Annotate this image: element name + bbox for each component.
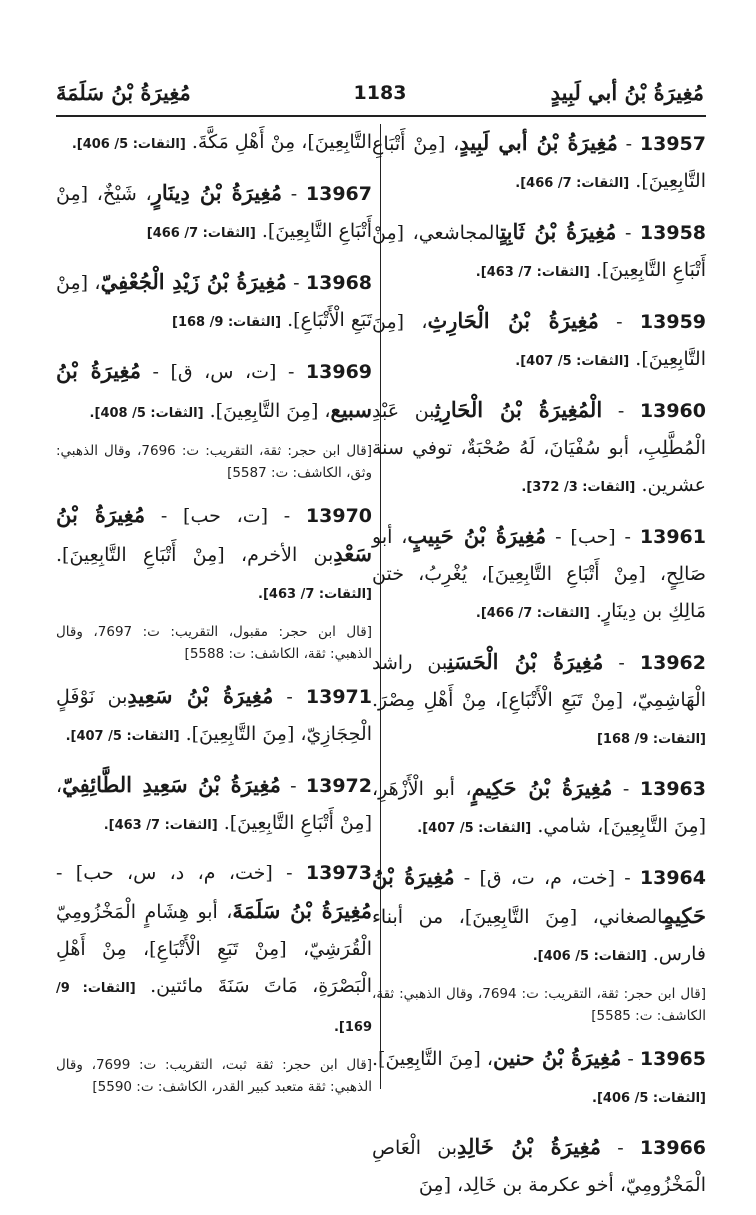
entry-name: مُغِيرَةُ بْنُ الْحَارِثِ <box>427 308 599 333</box>
biography-entry: 13960 - الْمُغِيرَةُ بْنُ الْحَارِثِبن عَبْدِ الْمُطَّلِبِ، أبو سُفْيَانَ، لَهُ صُحْبَةٌ، توفي سنة عشرين. [الثقات: 3/ 372]. <box>372 397 706 496</box>
entry-reference: [الثقات: 5/ 406]. <box>592 1091 706 1106</box>
entry-description: التَّابِعِينَ]، مِنْ أَهْلِ مَكَّةَ. <box>191 131 372 153</box>
biography-entry: 13968 - مُغِيرَةُ بْنُ زَيْدِ الْجُعْفِيّ، [مِنْ تَبَعِ الْأَتْبَاعِ]. [الثقات: 9/ 168] <box>56 269 373 331</box>
entry-reference: [الثقات: 5/ 407]. <box>65 729 180 744</box>
entry-number: 13964 <box>639 867 706 889</box>
biography-entry: 13970 - [ت، حب] - مُغِيرَةُ بْنُ سَعْدِبن الأخرم، [مِنْ أَتْبَاعِ التَّابِعِينَ]. [الثقات: 7/ 463]. <box>56 502 373 602</box>
biography-entry: 13969 - [ت، س، ق] - مُغِيرَةُ بْنُ سبيع، [مِنَ التَّابِعِينَ]. [الثقات: 5/ 408]. <box>56 358 373 422</box>
biography-entry <box>56 124 372 163</box>
entry-name: مُغِيرَةُ بْنُ حَكِيمٍ <box>372 864 706 928</box>
biography-entry: 13957 - مُغِيرَةُ بْنُ أبي لَبِيدٍ، [مِنْ أَتْبَاعِ التَّابِعِينَ]. [الثقات: 7/ 466]. <box>372 130 706 192</box>
entry-number: 13962 <box>639 652 706 674</box>
entry-description: ، [مِنَ التَّابِعِينَ]. <box>372 1048 493 1070</box>
entry-description: ، أبو هِشَامٍ الْمَخْزُومِيّ الْقُرَشِيّ، [مِنْ تَبَعِ الْأَتْبَاعِ]، مِنْ أَهْلِ الْبَصْرَةِ، مَاتَ سَنَةَ مائتين. <box>56 901 372 997</box>
entry-name: مُغِيرَةُ بْنُ سَعِيدِ <box>127 683 274 708</box>
biography-entry: 13965 - مُغِيرَةُ بْنُ حنين، [مِنَ التَّابِعِينَ]. [الثقات: 5/ 406]. <box>372 1045 706 1106</box>
biography-entry: 13958 - مُغِيرَةُ بْنُ ثَابِتٍالمجاشعي، [مِنْ أَتْبَاعِ التَّابِعِينَ]. [الثقات: 7/ 463]. <box>372 219 707 281</box>
entry-footnote: [قال ابن حجر: مقبول، التقريب: ت: 7697، وقال الذهبي: ثقة، الكاشف: ت: 5588] <box>56 624 372 662</box>
entry-sigla: [ت، س، ق] <box>170 361 277 383</box>
entry-name: مُغِيرَةُ بْنُ سبيع <box>56 358 372 422</box>
entry-description: الصغاني، [مِنَ التَّابِعِينَ]، من أبناء فارس. <box>372 906 706 965</box>
entry-name: مُغِيرَةُ بْنُ دِينَارٍ <box>151 180 282 205</box>
entry-number: 13961 <box>639 526 706 548</box>
entry-name: مُغِيرَةُ بْنُ أبي لَبِيدٍ <box>459 130 618 155</box>
entry-number: 13968 <box>305 272 373 294</box>
entry-number: 13971 <box>305 686 372 708</box>
entry-name: مُغِيرَةُ بْنُ حنين <box>492 1045 622 1070</box>
entry-name: مُغِيرَةُ بْنُ الْحَسَنِ <box>447 649 604 674</box>
biography-entry: 13964 - [خت، م، ت، ق] - مُغِيرَةُ بْنُ حَكِيمٍالصغاني، [مِنَ التَّابِعِينَ]، من أبناء فارس. [الثقات: 5/ 406]. <box>372 864 706 965</box>
biography-entry: 13963 - مُغِيرَةُ بْنُ حَكِيمٍ، أبو الْأَزْهَرِ، [مِنَ التَّابِعِينَ]، شامي. [الثقات: 5/ 407]. <box>372 775 706 837</box>
entry-number: 13957 <box>639 133 706 155</box>
biography-entry: 13967 - مُغِيرَةُ بْنُ دِينَارٍ، شَيْخٌ، [مِنْ أَتْبَاعِ التَّابِعِينَ]. [الثقات: 7/ 466] <box>56 180 372 242</box>
entry-number: 13963 <box>639 778 706 800</box>
entry-description: ، [مِنْ أَتْبَاعِ التَّابِعِينَ]. <box>56 775 372 834</box>
entry-number: 13969 <box>305 361 373 383</box>
biography-entry: 13972 - مُغِيرَةُ بْنُ سَعِيدِ الطَّائِفِيّ، [مِنْ أَتْبَاعِ التَّابِعِينَ]. [الثقات: 7/ 463]. <box>56 772 372 834</box>
entry-number: 13972 <box>305 775 372 797</box>
biography-entry: 13966 - مُغِيرَةُ بْنُ خَالِدِبن الْعَاصِ الْمَخْزُومِيّ، أخو عكرمة بن خَالِد، [مِنَ <box>372 1134 707 1196</box>
entry-description: بن راشد الْهَاشِمِيّ، [مِنْ تَبَعِ الْأَتْبَاعِ]، مِنْ أَهْلِ مِصْرَ. <box>372 652 706 711</box>
entry-description: ، [مِنْ تَبَعِ الْأَتْبَاعِ]. <box>56 272 372 331</box>
entry-name: مُغِيرَةُ بْنُ سَلَمَةَ <box>232 898 372 923</box>
page-header <box>56 80 704 114</box>
entry-reference: [الثقات: 5/ 407]. <box>417 821 532 836</box>
entry-description: ، شَيْخٌ، [مِنْ أَتْبَاعِ التَّابِعِينَ]. <box>56 183 372 242</box>
entry-reference: [الثقات: 5/ 407]. <box>515 354 630 369</box>
entry-reference: [الثقات: 7/ 463]. <box>103 818 218 833</box>
entry-reference: [الثقات: 5/ 408]. <box>89 406 204 421</box>
running-title-left: مُغِيرَةُ بْنُ سَلَمَةَ <box>56 80 191 105</box>
entry-reference: [الثقات: 7/ 466] <box>146 226 256 241</box>
header-rule <box>56 115 706 117</box>
entry-name: مُغِيرَةُ بْنُ زَيْدِ الْجُعْفِيّ <box>100 269 287 294</box>
entry-sigla: [حب] <box>570 526 616 548</box>
entry-number: 13958 <box>639 222 707 244</box>
entry-description: المجاشعي، [مِنْ أَتْبَاعِ التَّابِعِينَ]. <box>372 222 706 281</box>
entry-footnote: [قال ابن حجر: ثقة، التقريب: ت: 7696، وقال الذهبي: وثق، الكاشف: ت: 5587] <box>56 443 373 481</box>
entry-number: 13966 <box>639 1137 707 1159</box>
entry-footnote: [قال ابن حجر: ثقة، التقريب: ت: 7694، وقال الذهبي: ثقة، الكاشف: ت: 5585] <box>372 986 706 1024</box>
entry-number: 13959 <box>639 311 707 333</box>
entry-name: مُغِيرَةُ بْنُ سَعِيدِ الطَّائِفِيّ <box>62 772 281 797</box>
biography-entry: 13971 - مُغِيرَةُ بْنُ سَعِيدِبن نَوْفَلٍ الْحِجَازِيّ، [مِنَ التَّابِعِينَ]. [الثقات: 5/ 407]. <box>56 683 372 745</box>
entry-reference: [الثقات: 9/ 168] <box>172 315 282 330</box>
entry-description: ، [مِنَ التَّابِعِينَ]. <box>372 311 706 370</box>
entry-reference: [الثقات: 7/ 466]. <box>515 176 630 191</box>
right-column <box>372 124 706 1215</box>
entry-sigla: [ت، حب] <box>183 505 269 527</box>
entry-number: 13970 <box>305 505 373 527</box>
entry-footnote: [قال ابن حجر: ثقة ثبت، التقريب: ت: 7699، وقال الذهبي: ثقة متعبد كبير القدر، الكاشف: ت: 5590] <box>56 1057 372 1095</box>
entry-description: بن عَبْدِ الْمُطَّلِبِ، أبو سُفْيَانَ، لَهُ صُحْبَةٌ، توفي سنة عشرين. <box>372 400 706 496</box>
entry-description: بن نَوْفَلٍ الْحِجَازِيّ، [مِنَ التَّابِعِينَ]. <box>56 686 372 745</box>
entry-name: الْمُغِيرَةُ بْنُ الْحَارِثِ <box>434 397 603 422</box>
biography-entry: 13959 - مُغِيرَةُ بْنُ الْحَارِثِ، [مِنَ التَّابِعِينَ]. [الثقات: 5/ 407]. <box>372 308 707 370</box>
left-column <box>56 124 372 1110</box>
entry-reference: [الثقات: 9/ 169]. <box>56 981 372 1035</box>
entry-name: مُغِيرَةُ بْنُ ثَابِتٍ <box>500 219 617 244</box>
entry-reference: [الثقات: 7/ 463]. <box>258 587 372 602</box>
entry-reference: [الثقات: 7/ 466]. <box>475 606 590 621</box>
biography-entry: 13962 - مُغِيرَةُ بْنُ الْحَسَنِبن راشد الْهَاشِمِيّ، [مِنْ تَبَعِ الْأَتْبَاعِ]، مِنْ أَهْلِ مِصْرَ. [الثقات: 9/ 168] <box>372 649 706 747</box>
entry-description: بن الأخرم، [مِنْ أَتْبَاعِ التَّابِعِينَ]. <box>56 544 334 566</box>
entry-description: ، أبو الْأَزْهَرِ، [مِنَ التَّابِعِينَ]، شامي. <box>372 778 706 837</box>
entry-reference: [الثقات: 5/ 406]. <box>532 949 647 964</box>
entry-description: ، [مِنَ التَّابِعِينَ]. <box>209 400 331 422</box>
running-title-right: مُغِيرَةُ بْنُ أبي لَبِيدٍ <box>550 80 704 105</box>
biography-entry: 13973 - [خت، م، د، س، حب] - مُغِيرَةُ بْنُ سَلَمَةَ، أبو هِشَامٍ الْمَخْزُومِيّ الْقُرَشِيّ، [مِنْ تَبَعِ الْأَتْبَاعِ]، مِنْ أَهْلِ الْبَصْرَةِ، مَاتَ سَنَةَ مائتين. [الثقات: 9/ 169]. <box>56 862 372 1035</box>
entry-description: ، أبو صَالِحٍ، [مِنْ أَتْبَاعِ التَّابِعِينَ]، يُغْرِبُ، ختن مَالِكِ بن دِينَارٍ. <box>372 526 706 622</box>
entry-name: مُغِيرَةُ بْنُ خَالِدِ <box>457 1134 601 1159</box>
entry-description: بن الْعَاصِ الْمَخْزُومِيّ، أخو عكرمة بن خَالِد، [مِنَ <box>372 1137 706 1196</box>
entry-reference: [الثقات: 5/ 406]. <box>71 137 186 152</box>
entry-name: مُغِيرَةُ بْنُ حَكِيمٍ <box>471 775 613 800</box>
entry-name: مُغِيرَةُ بْنُ سَعْدِ <box>56 502 372 566</box>
biography-entry: 13961 - [حب] - مُغِيرَةُ بْنُ حَبِيبٍ، أبو صَالِحٍ، [مِنْ أَتْبَاعِ التَّابِعِينَ]، يُغْرِبُ، ختن مَالِكِ بن دِينَارٍ. [الثقات: 7/ 466]. <box>372 523 706 622</box>
page-number: 1183 <box>353 82 407 104</box>
entry-reference: [الثقات: 7/ 463]. <box>475 265 590 280</box>
entry-reference: [الثقات: 3/ 372]. <box>521 480 636 495</box>
entry-number: 13973 <box>305 862 372 884</box>
entry-reference: [الثقات: 9/ 168] <box>596 732 706 747</box>
entry-sigla: [خت، م، ت، ق] <box>479 867 616 889</box>
entry-sigla: [خت، م، د، س، حب] <box>75 862 273 884</box>
entry-number: 13965 <box>639 1048 706 1070</box>
entry-number: 13967 <box>305 183 372 205</box>
entry-number: 13960 <box>639 400 706 422</box>
entry-description: ، [مِنْ أَتْبَاعِ التَّابِعِينَ]. <box>372 133 706 192</box>
entry-name: مُغِيرَةُ بْنُ حَبِيبٍ <box>407 523 547 548</box>
